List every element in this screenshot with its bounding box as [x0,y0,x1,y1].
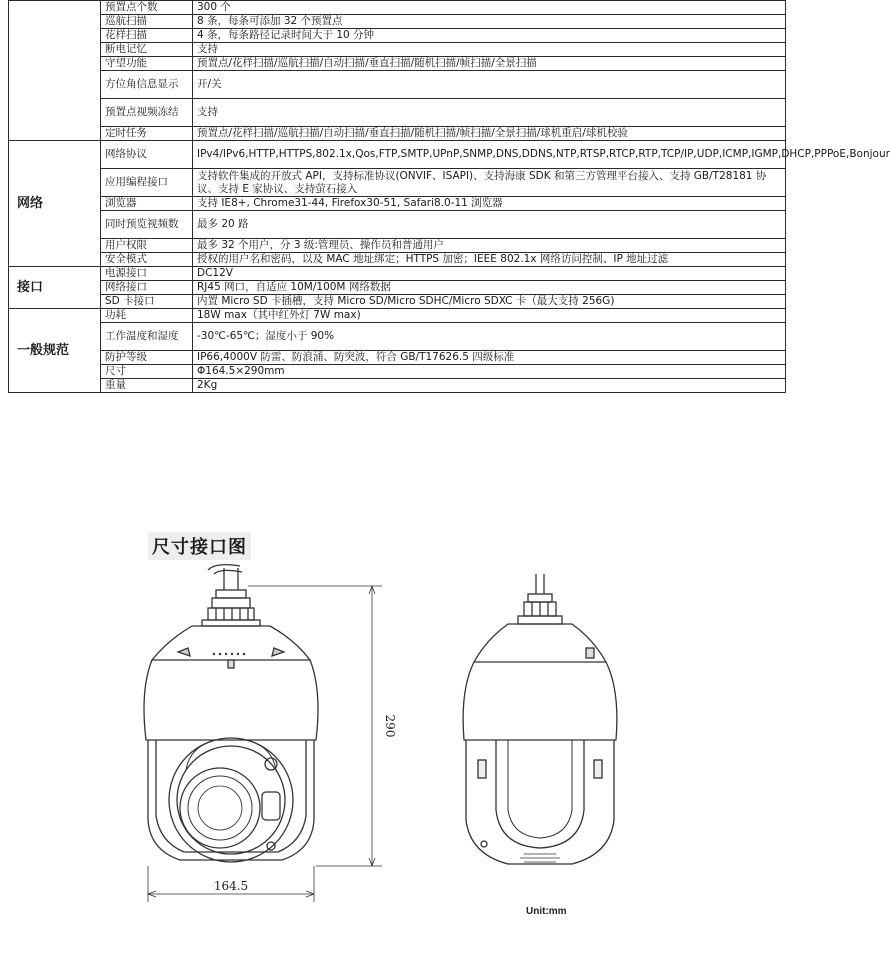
spec-row [9,169,786,197]
spec-label: 工作温度和湿度 [101,323,193,351]
spec-label: 防护等级 [101,351,193,365]
spec-value: RJ45 网口，自适应 10M/100M 网络数据 [193,281,786,295]
spec-label: 方位角信息显示 [101,71,193,99]
spec-value: 300 个 [193,1,786,15]
spec-table [8,0,890,393]
spec-value: IP66,4000V 防雷、防浪涌、防突波，符合 GB/T17626.5 四级标准 [193,351,786,365]
spec-value: IPv4/IPv6,HTTP,HTTPS,802.1x,Qos,FTP,SMTP,UPnP,SNMP,DNS,DDNS,NTP,RTSP,RTCP,RTP,TCP/IP,UDP,ICMP,IGMP,DHCP,PPPoE,Bonjour [193,141,786,169]
spec-label: 网络协议 [101,141,193,169]
spec-row [9,1,786,15]
spec-row [9,281,786,295]
spec-row [9,365,786,379]
front-view-drawing [144,565,318,862]
spec-row [9,57,786,71]
spec-value: 授权的用户名和密码，以及 MAC 地址绑定；HTTPS 加密；IEEE 802.1x 网络访问控制、IP 地址过滤 [193,253,786,267]
spec-row [9,15,786,29]
spec-label: 浏览器 [101,197,193,211]
spec-label: 尺寸 [101,365,193,379]
spec-label: 断电记忆 [101,43,193,57]
spec-value: 2Kg [193,379,786,393]
spec-value: 预置点/花样扫描/巡航扫描/自动扫描/垂直扫描/随机扫描/帧扫描/全景扫描/球机重启/球机校验 [193,127,786,141]
spec-value: 支持软件集成的开放式 API，支持标准协议(ONVIF、ISAPI)、支持海康 SDK 和第三方管理平台接入、支持 GB/T28181 协议、支持 E 家协议、支持萤石接入 [193,169,786,197]
spec-label: 定时任务 [101,127,193,141]
dimension-diagram [120,560,620,940]
spec-value: 支持 IE8+, Chrome31-44, Firefox30-51, Safari8.0-11 浏览器 [193,197,786,211]
spec-label: 巡航扫描 [101,15,193,29]
spec-value: 18W max（其中红外灯 7W max) [193,309,786,323]
width-dimension-label: 164.5 [213,879,249,893]
spec-value: 最多 32 个用户，分 3 级:管理员、操作员和普通用户 [193,239,786,253]
spec-value: 最多 20 路 [193,211,786,239]
spec-row [9,323,786,351]
spec-label: 用户权限 [101,239,193,253]
spec-row [9,309,786,323]
spec-row [9,99,786,127]
spec-label: 同时预览视频数 [101,211,193,239]
spec-value: 4 条，每条路径记录时间大于 10 分钟 [193,29,786,43]
spec-value: -30℃-65℃；湿度小于 90% [193,323,786,351]
spec-row [9,253,786,267]
spec-category: 一般规范 [9,309,101,393]
spec-row [9,267,786,281]
spec-value: DC12V [193,267,786,281]
spec-label: 预置点视频冻结 [101,99,193,127]
spec-row [9,239,786,253]
spec-row [9,197,786,211]
spec-category: 网络 [9,141,101,267]
spec-value: 8 条，每条可添加 32 个预置点 [193,15,786,29]
spec-label: 功耗 [101,309,193,323]
height-dimension-label: 290 [383,714,397,738]
spec-value: 支持 [193,99,786,127]
spec-category: 接口 [9,267,101,309]
spec-value: 预置点/花样扫描/巡航扫描/自动扫描/垂直扫描/随机扫描/帧扫描/全景扫描 [193,57,786,71]
spec-label: 重量 [101,379,193,393]
spec-label: 电源接口 [101,267,193,281]
side-view-drawing [463,574,617,864]
spec-row [9,141,786,169]
spec-row [9,43,786,57]
spec-label: 预置点个数 [101,1,193,15]
spec-label: 安全模式 [101,253,193,267]
spec-value: 开/关 [193,71,786,99]
spec-label: 网络接口 [101,281,193,295]
spec-label: 应用编程接口 [101,169,193,197]
spec-row [9,351,786,365]
dimension-section-title: 尺寸接口图 [148,532,251,560]
unit-label: Unit:mm [526,906,567,917]
spec-label: 花样扫描 [101,29,193,43]
spec-value: 内置 Micro SD 卡插槽，支持 Micro SD/Micro SDHC/Micro SDXC 卡（最大支持 256G) [193,295,786,309]
spec-label: 守望功能 [101,57,193,71]
spec-row [9,29,786,43]
spec-value: 支持 [193,43,786,57]
spec-row [9,295,786,309]
spec-row [9,379,786,393]
spec-row [9,127,786,141]
spec-row [9,211,786,239]
spec-category [9,1,101,141]
spec-label: SD 卡接口 [101,295,193,309]
spec-row [9,71,786,99]
spec-value: Φ164.5×290mm [193,365,786,379]
dimension-lines [148,586,382,902]
